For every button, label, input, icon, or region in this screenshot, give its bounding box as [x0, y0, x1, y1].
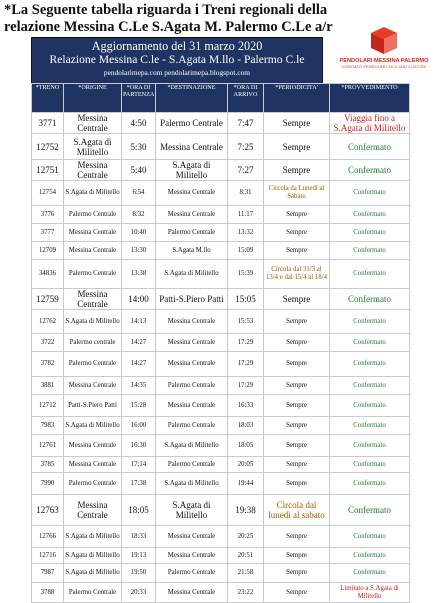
cell-arrivo: 7:47	[228, 113, 264, 134]
cell-origine: Patti-S.Piero Patti	[64, 395, 122, 417]
cell-arrivo: 19:44	[228, 473, 264, 495]
cell-periodicita: Sempre	[264, 395, 330, 417]
cell-treno: 3782	[32, 352, 64, 377]
cell-destinazione: Palermo Centrale	[156, 457, 228, 473]
cell-destinazione: Patti-S.Piero Patti	[156, 289, 228, 310]
cell-partenza: 17:14	[122, 457, 156, 473]
cell-treno: 7990	[32, 473, 64, 495]
cell-destinazione: S.Agata M.llo	[156, 242, 228, 260]
cell-treno: 3777	[32, 224, 64, 242]
cell-partenza: 4:50	[122, 113, 156, 134]
cell-periodicita: Sempre	[264, 564, 330, 583]
cell-arrivo: 15:05	[228, 289, 264, 310]
cell-arrivo: 15:53	[228, 310, 264, 334]
cell-treno: 12716	[32, 548, 64, 564]
cell-provvedimento: Confermato	[330, 417, 410, 435]
cell-origine: Messina Centrale	[64, 377, 122, 395]
table-row	[32, 473, 410, 495]
cell-arrivo: 20:25	[228, 526, 264, 548]
cell-provvedimento: Confermato	[330, 334, 410, 352]
cell-treno: 7987	[32, 564, 64, 583]
logo-subtitle: COMITATO PENDOLARI SICILIANI CUSTODI	[341, 65, 427, 69]
table-row	[32, 242, 410, 260]
cell-treno: 7983	[32, 417, 64, 435]
cell-periodicita: Sempre	[264, 457, 330, 473]
cell-partenza: 13:30	[122, 242, 156, 260]
cell-origine: S.Agata di Militello	[64, 548, 122, 564]
cell-arrivo: 16:33	[228, 395, 264, 417]
cell-origine: Messina Centrale	[64, 289, 122, 310]
cell-treno: 34836	[32, 260, 64, 289]
col-header-arrivo: *ORA DI ARRIVO	[228, 84, 264, 113]
table-row	[32, 334, 410, 352]
table-row	[32, 160, 410, 181]
route-title: Relazione Messina C.le - S.Agata M.llo - Palermo C.le	[49, 53, 305, 66]
cell-periodicita: Sempre	[264, 417, 330, 435]
cell-origine: Palermo Centrale	[64, 352, 122, 377]
col-header-treno: *TRENO	[32, 84, 64, 113]
pendolari-logo	[337, 26, 431, 70]
cell-partenza: 5:40	[122, 160, 156, 181]
cell-arrivo: 13:32	[228, 224, 264, 242]
cell-destinazione: S.Agata di Militello	[156, 495, 228, 526]
table-row	[32, 564, 410, 583]
cell-origine: Palermo Centrale	[64, 260, 122, 289]
cell-arrivo: 20:51	[228, 548, 264, 564]
cell-periodicita: Sempre	[264, 224, 330, 242]
table-row	[32, 377, 410, 395]
cell-arrivo: 15:39	[228, 260, 264, 289]
cell-provvedimento: Confermato	[330, 206, 410, 224]
table-row	[32, 181, 410, 206]
cell-provvedimento: Confermato	[330, 548, 410, 564]
cell-origine: S.Agata di Militello	[64, 417, 122, 435]
cell-treno: 12763	[32, 495, 64, 526]
cell-arrivo: 19:38	[228, 495, 264, 526]
cell-provvedimento: Confermato	[330, 564, 410, 583]
cell-arrivo: 7:25	[228, 134, 264, 160]
cell-provvedimento: Confermato	[330, 526, 410, 548]
cell-origine: Messina Centrale	[64, 495, 122, 526]
trains-table	[31, 83, 410, 603]
table-row	[32, 457, 410, 473]
table-row	[32, 352, 410, 377]
cell-treno: 12762	[32, 310, 64, 334]
cell-treno: 12766	[32, 526, 64, 548]
cell-destinazione: Messina Centrale	[156, 526, 228, 548]
table-row	[32, 495, 410, 526]
cell-treno: 3722	[32, 334, 64, 352]
cell-periodicita: Sempre	[264, 289, 330, 310]
table-row	[32, 548, 410, 564]
cell-periodicita: Sempre	[264, 435, 330, 457]
cell-arrivo: 18:03	[228, 417, 264, 435]
cell-provvedimento: Limitato a S.Agata di Militello	[330, 583, 410, 603]
table-row	[32, 435, 410, 457]
table-row	[32, 113, 410, 134]
cell-destinazione: Messina Centrale	[156, 352, 228, 377]
cell-periodicita: Sempre	[264, 242, 330, 260]
table-header-banner	[31, 37, 323, 85]
cell-treno: 12712	[32, 395, 64, 417]
cell-arrivo: 15:09	[228, 242, 264, 260]
cell-treno: 12752	[32, 134, 64, 160]
cell-periodicita: Sempre	[264, 334, 330, 352]
cell-destinazione: Messina Centrale	[156, 395, 228, 417]
cell-origine: Palermo Centrale	[64, 473, 122, 495]
cell-periodicita: Sempre	[264, 377, 330, 395]
cell-periodicita: Sempre	[264, 473, 330, 495]
cell-periodicita: Sempre	[264, 583, 330, 603]
cell-partenza: 14:27	[122, 334, 156, 352]
cell-periodicita: Circola da Lunedì al Sabato	[264, 181, 330, 206]
cell-partenza: 17:38	[122, 473, 156, 495]
cell-partenza: 13:38	[122, 260, 156, 289]
cell-arrivo: 17:29	[228, 352, 264, 377]
cell-provvedimento: Confermato	[330, 377, 410, 395]
cell-treno: 12759	[32, 289, 64, 310]
cell-destinazione: Palermo Centrale	[156, 224, 228, 242]
cell-periodicita: Sempre	[264, 113, 330, 134]
cell-provvedimento: Confermato	[330, 260, 410, 289]
cell-origine: S.Agata di Militello	[64, 526, 122, 548]
cell-partenza: 18:05	[122, 495, 156, 526]
cell-origine: S.Agata di Militello	[64, 564, 122, 583]
cell-treno: 12751	[32, 160, 64, 181]
cell-origine: S.Agata di Militello	[64, 134, 122, 160]
cell-destinazione: S.Agata di Militello	[156, 160, 228, 181]
cell-arrivo: 17:29	[228, 334, 264, 352]
cell-provvedimento: Confermato	[330, 242, 410, 260]
cell-periodicita: Sempre	[264, 206, 330, 224]
cell-provvedimento: Confermato	[330, 134, 410, 160]
cell-provvedimento: Viaggia fino a S.Agata di Militello	[330, 113, 410, 134]
cell-destinazione: Messina Centrale	[156, 206, 228, 224]
cell-destinazione: Messina Centrale	[156, 134, 228, 160]
logo-name: PENDOLARI MESSINA PALERMO	[339, 58, 429, 64]
website-links: pendolarimepa.com pendolarimepa.blogspot.com	[103, 68, 251, 77]
cell-provvedimento: Confermato	[330, 181, 410, 206]
cell-origine: Messina Centrale	[64, 160, 122, 181]
cell-periodicita: Sempre	[264, 310, 330, 334]
col-header-destinazione: *DESTINAZIONE	[156, 84, 228, 113]
cell-destinazione: Messina Centrale	[156, 583, 228, 603]
cell-origine: S.Agata di Militello	[64, 310, 122, 334]
cell-periodicita: Sempre	[264, 548, 330, 564]
cell-destinazione: S.Agata di Militello	[156, 473, 228, 495]
cell-provvedimento: Confermato	[330, 160, 410, 181]
cell-partenza: 19:50	[122, 564, 156, 583]
cell-origine: Messina Centrale	[64, 113, 122, 134]
table-row	[32, 289, 410, 310]
table-row	[32, 224, 410, 242]
cell-arrivo: 11:17	[228, 206, 264, 224]
cell-partenza: 6:54	[122, 181, 156, 206]
cell-partenza: 16:30	[122, 435, 156, 457]
cell-provvedimento: Confermato	[330, 289, 410, 310]
col-header-origine: *ORIGINE	[64, 84, 122, 113]
cell-origine: Messina Centrale	[64, 435, 122, 457]
cell-periodicita: Circola dal 31/3 al 13/4 e dal 15/4 al 18/4	[264, 260, 330, 289]
cell-destinazione: Messina Centrale	[156, 548, 228, 564]
cell-destinazione: Palermo Centrale	[156, 564, 228, 583]
col-header-provvedimento: *PROVVEDIMENTO	[330, 84, 410, 113]
cell-partenza: 14:00	[122, 289, 156, 310]
table-row	[32, 526, 410, 548]
cube-logo-icon	[337, 26, 431, 58]
cell-destinazione: Messina Centrale	[156, 181, 228, 206]
cell-partenza: 14:27	[122, 352, 156, 377]
table-row	[32, 583, 410, 603]
document-title: *La Seguente tabella riguarda i Treni regionali della relazione Messina C.Le S.Agata M. Palermo C.Le a/r	[4, 2, 333, 35]
table-header-row	[32, 84, 410, 113]
cell-periodicita: Sempre	[264, 526, 330, 548]
cell-origine: Messina Centrale	[64, 224, 122, 242]
cell-origine: Palermo Centrale	[64, 583, 122, 603]
cell-provvedimento: Confermato	[330, 473, 410, 495]
cell-provvedimento: Confermato	[330, 224, 410, 242]
table-row	[32, 395, 410, 417]
table-row	[32, 260, 410, 289]
cell-provvedimento: Confermato	[330, 457, 410, 473]
cell-arrivo: 20:05	[228, 457, 264, 473]
cell-partenza: 14:13	[122, 310, 156, 334]
update-date: Aggiornamento del 31 marzo 2020	[91, 39, 263, 53]
cell-treno: 12754	[32, 181, 64, 206]
col-header-periodicita: *PERIODICITA'	[264, 84, 330, 113]
cell-destinazione: Messina Centrale	[156, 334, 228, 352]
cell-treno: 3771	[32, 113, 64, 134]
cell-origine: Messina Centrale	[64, 457, 122, 473]
cell-arrivo: 18:05	[228, 435, 264, 457]
cell-destinazione: Palermo Centrale	[156, 113, 228, 134]
cell-treno: 3785	[32, 457, 64, 473]
cell-treno: 3881	[32, 377, 64, 395]
table-row	[32, 206, 410, 224]
cell-partenza: 19:13	[122, 548, 156, 564]
table-row	[32, 310, 410, 334]
cell-partenza: 8:32	[122, 206, 156, 224]
cell-partenza: 18:33	[122, 526, 156, 548]
cell-provvedimento: Confermato	[330, 352, 410, 377]
cell-arrivo: 23:22	[228, 583, 264, 603]
cell-destinazione: S.Agata di Militello	[156, 260, 228, 289]
cell-origine: Palermo Centrale	[64, 206, 122, 224]
cell-partenza: 5:30	[122, 134, 156, 160]
cell-destinazione: Palermo Centrale	[156, 417, 228, 435]
cell-periodicita: Sempre	[264, 134, 330, 160]
cell-provvedimento: Confermato	[330, 310, 410, 334]
cell-destinazione: Messina Centrale	[156, 310, 228, 334]
cell-partenza: 20:33	[122, 583, 156, 603]
cell-periodicita: Circola dal lunedì al sabato	[264, 495, 330, 526]
cell-treno: 12761	[32, 435, 64, 457]
table-row	[32, 134, 410, 160]
cell-partenza: 10:40	[122, 224, 156, 242]
cell-treno: 12709	[32, 242, 64, 260]
cell-origine: S.Agata di Militello	[64, 181, 122, 206]
table-row	[32, 417, 410, 435]
cell-destinazione: Palermo Centrale	[156, 377, 228, 395]
cell-origine: Messina Centrale	[64, 242, 122, 260]
cell-treno: 3776	[32, 206, 64, 224]
cell-treno: 3788	[32, 583, 64, 603]
cell-arrivo: 17:29	[228, 377, 264, 395]
col-header-partenza: *ORA DI PARTENZA	[122, 84, 156, 113]
cell-provvedimento: Confermato	[330, 495, 410, 526]
cell-arrivo: 21:58	[228, 564, 264, 583]
cell-partenza: 14:35	[122, 377, 156, 395]
cell-partenza: 15:28	[122, 395, 156, 417]
cell-provvedimento: Confermato	[330, 435, 410, 457]
cell-partenza: 16:00	[122, 417, 156, 435]
cell-arrivo: 7:27	[228, 160, 264, 181]
cell-periodicita: Sempre	[264, 160, 330, 181]
cell-destinazione: S.Agata di Militello	[156, 435, 228, 457]
cell-origine: Palermo centrale	[64, 334, 122, 352]
cell-provvedimento: Confermato	[330, 395, 410, 417]
cell-periodicita: Sempre	[264, 352, 330, 377]
cell-arrivo: 8:31	[228, 181, 264, 206]
